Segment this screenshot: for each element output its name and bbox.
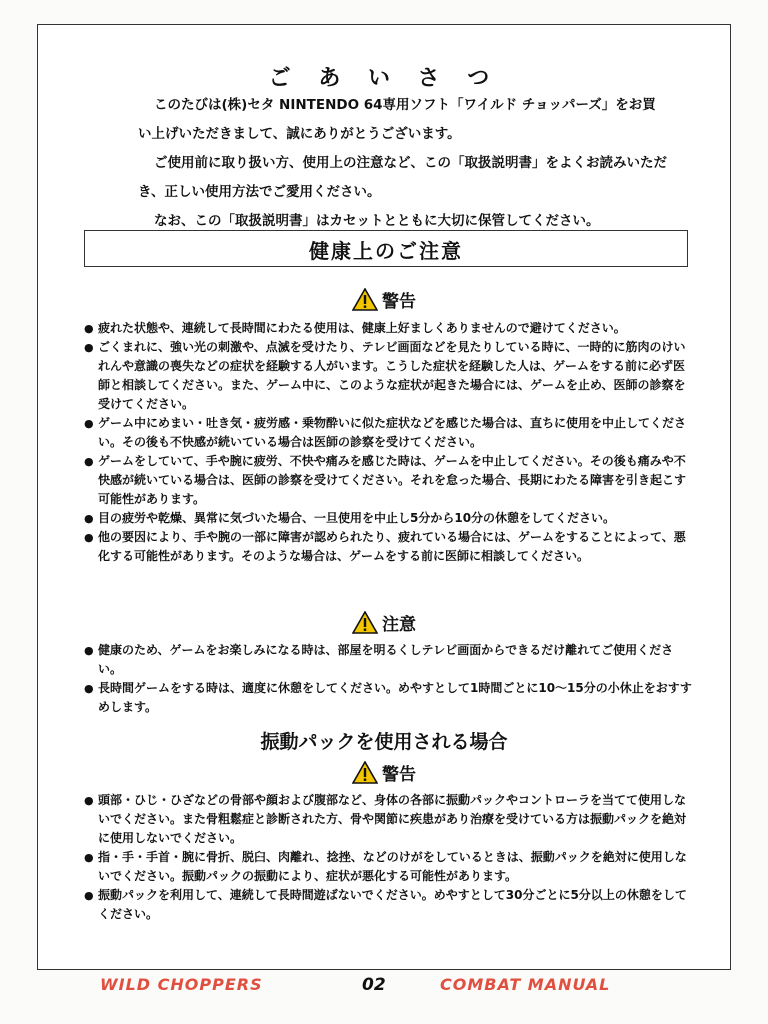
greeting-paragraph-1: このたびは(株)セタ NINTENDO 64専用ソフト「ワイルド チョッパーズ」をお買い上げいただきまして、誠にありがとうございます。 xyxy=(138,97,656,142)
rumble-heading: 振動パックを使用される場合 xyxy=(260,731,508,753)
list-item: ● 振動パックを利用して、連続して長時間遊ばないでください。めやすとして30分ごとに5分以上の休憩をしてください。 xyxy=(84,886,694,924)
greeting-paragraph-3: なお、この「取扱説明書」はカセットとともに大切に保管してください。 xyxy=(154,213,600,229)
page-number: 02 xyxy=(362,975,386,995)
health-caution-list xyxy=(84,641,694,717)
health-warning-list xyxy=(84,319,694,566)
caution-triangle-icon xyxy=(352,611,378,634)
list-item: ● 疲れた状態や、連続して長時間にわたる使用は、健康上好ましくありませんので避けてください。 xyxy=(84,319,694,338)
list-item: ● 他の要因により、手や腕の一部に障害が認められたり、疲れている場合には、ゲームをすることによって、悪化する可能性があります。そのような場合は、ゲームをする前に医師に相談してください。 xyxy=(84,528,694,566)
warning-label: 警告 xyxy=(382,292,416,312)
page-footer xyxy=(0,975,768,999)
list-item: ● 長時間ゲームをする時は、適度に休憩をしてください。めやすとして1時間ごとに10～15分の小休止をおすすめします。 xyxy=(84,679,694,717)
footer-manual-title: COMBAT MANUAL xyxy=(440,975,611,994)
rumble-warning-list xyxy=(84,791,694,924)
list-item: ● 頭部・ひじ・ひざなどの骨部や顔および腹部など、身体の各部に振動パックやコントローラを当てて使用しないでください。また骨粗鬆症と診断された方、骨や関節に疾患があり治療を受けている方は振動パックを絶対に使用しないでください。 xyxy=(84,791,694,848)
footer-game-title: WILD CHOPPERS xyxy=(100,975,263,994)
list-item: ● 健康のため、ゲームをお楽しみになる時は、部屋を明るくしテレビ画面からできるだけ離れてご使用ください。 xyxy=(84,641,694,679)
warning-triangle-icon xyxy=(352,761,378,784)
list-item: ● ごくまれに、強い光の刺激や、点滅を受けたり、テレビ画面などを見たりしている時に、一時的に筋肉のけいれんや意識の喪失などの症状を経験する人がいます。こうした症状を経験した人は、ゲームをする前に必ず医師と相談してください。また、ゲーム中に、このような症状が起きた場合には、ゲームを止め、医師の診察を受けてください。 xyxy=(84,338,694,414)
warning-header-2 xyxy=(38,760,730,785)
health-heading: 健康上のご注意 xyxy=(309,239,463,263)
page-frame xyxy=(37,24,731,970)
warning-label-2: 警告 xyxy=(382,765,416,785)
list-item: ● 目の疲労や乾燥、異常に気づいた場合、一旦使用を中止し5分から10分の休憩をしてください。 xyxy=(84,509,694,528)
page-title: ご あ い さ つ xyxy=(268,66,500,91)
warning-header-1 xyxy=(38,287,730,312)
greeting-text xyxy=(138,91,668,236)
list-item: ● ゲームをしていて、手や腕に疲労、不快や痛みを感じた時は、ゲームを中止してください。その後も痛みや不快感が続いている場合は、医師の診察を受けてください。それを怠った場合、長期にわたる障害を引き起こす可能性があります。 xyxy=(84,452,694,509)
health-heading-box xyxy=(84,230,688,267)
caution-label: 注意 xyxy=(382,615,416,635)
caution-header xyxy=(38,610,730,635)
list-item: ● 指・手・手首・腕に骨折、脱臼、肉離れ、捻挫、などのけがをしているときは、振動パックを絶対に使用しないでください。振動パックの振動により、症状が悪化する可能性があります。 xyxy=(84,848,694,886)
list-item: ● ゲーム中にめまい・吐き気・疲労感・乗物酔いに似た症状などを感じた場合は、直ちに使用を中止してください。その後も不快感が続いている場合は医師の診察を受けてください。 xyxy=(84,414,694,452)
greeting-paragraph-2: ご使用前に取り扱い方、使用上の注意など、この「取扱説明書」をよくお読みいただき、正しい使用方法でご愛用ください。 xyxy=(138,155,667,200)
warning-triangle-icon xyxy=(352,288,378,311)
